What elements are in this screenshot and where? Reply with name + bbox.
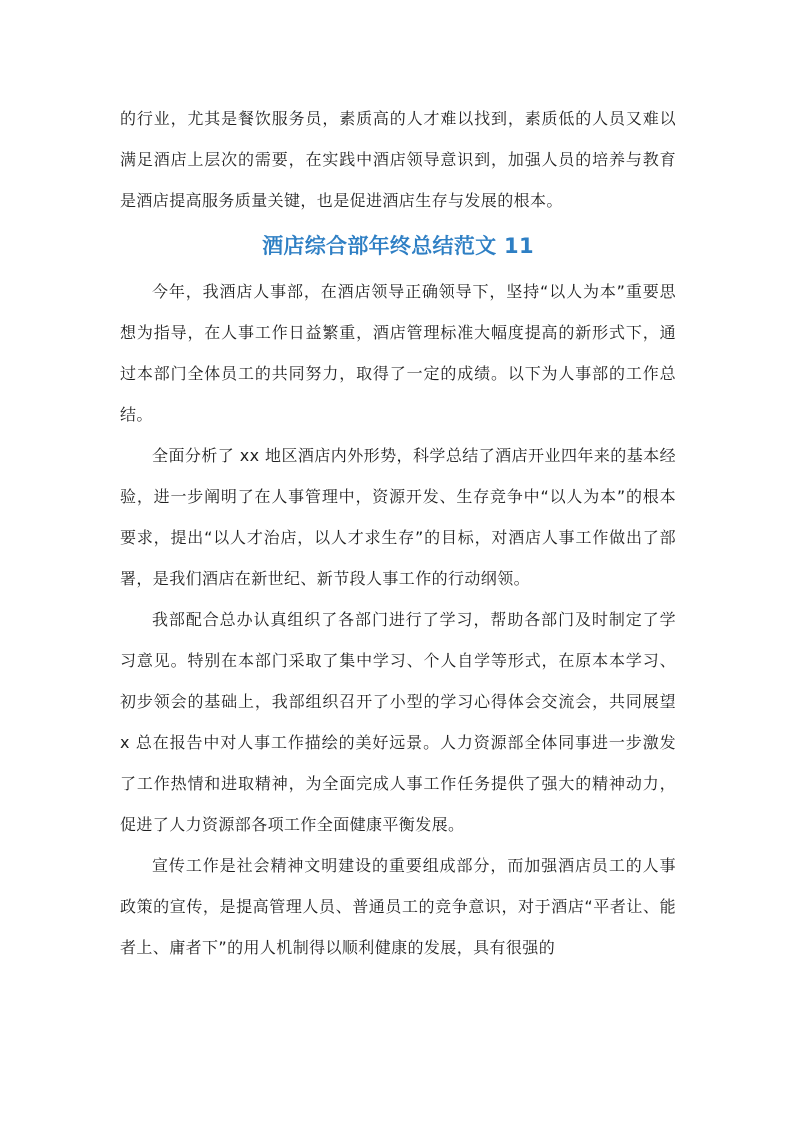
body-paragraph-2: 全面分析了 xx 地区酒店内外形势，科学总结了酒店开业四年来的基本经验，进一步阐明了在人事管理中，资源开发、生存竞争中“以人为本”的根本要求，提出“以人才治店，以人才求生存”的目标，对酒店人事工作做出了部署，是我们酒店在新世纪、新节段人事工作的行动纲领。 (120, 446, 676, 588)
body-paragraph-1: 今年，我酒店人事部，在酒店领导正确领导下，坚持“以人为本”重要思想为指导，在人事工作日益繁重，酒店管理标准大幅度提高的新形式下，通过本部门全体员工的共同努力，取得了一定的成绩。以下为人事部的工作总结。 (120, 282, 676, 424)
document-page (120, 98, 676, 968)
body-paragraph-4: 宣传工作是社会精神文明建设的重要组成部分，而加强酒店员工的人事政策的宣传，是提高管理人员、普通员工的竞争意识，对于酒店“平者让、能者上、庸者下”的用人机制得以顺利健康的发展，具有很强的 (120, 856, 676, 957)
body-paragraph-3: 我部配合总办认真组织了各部门进行了学习，帮助各部门及时制定了学习意见。特别在本部门采取了集中学习、个人自学等形式，在原本本学习、初步领会的基础上，我部组织召开了小型的学习心得体会交流会，共同展望 x 总在报告中对人事工作描绘的美好远景。人力资源部全体同事进一步激发了工作热情和进取精神，为全面完成人事工作任务提供了强大的精神动力，促进了人力资源部各项工作全面健康平衡发展。 (120, 610, 676, 834)
section-heading: 酒店综合部年终总结范文 11 (262, 234, 534, 258)
continuation-paragraph: 的行业，尤其是餐饮服务员，素质高的人才难以找到，素质低的人员又难以满足酒店上层次的需要，在实践中酒店领导意识到，加强人员的培养与教育是酒店提高服务质量关键，也是促进酒店生存与发展的根本。 (120, 109, 676, 210)
